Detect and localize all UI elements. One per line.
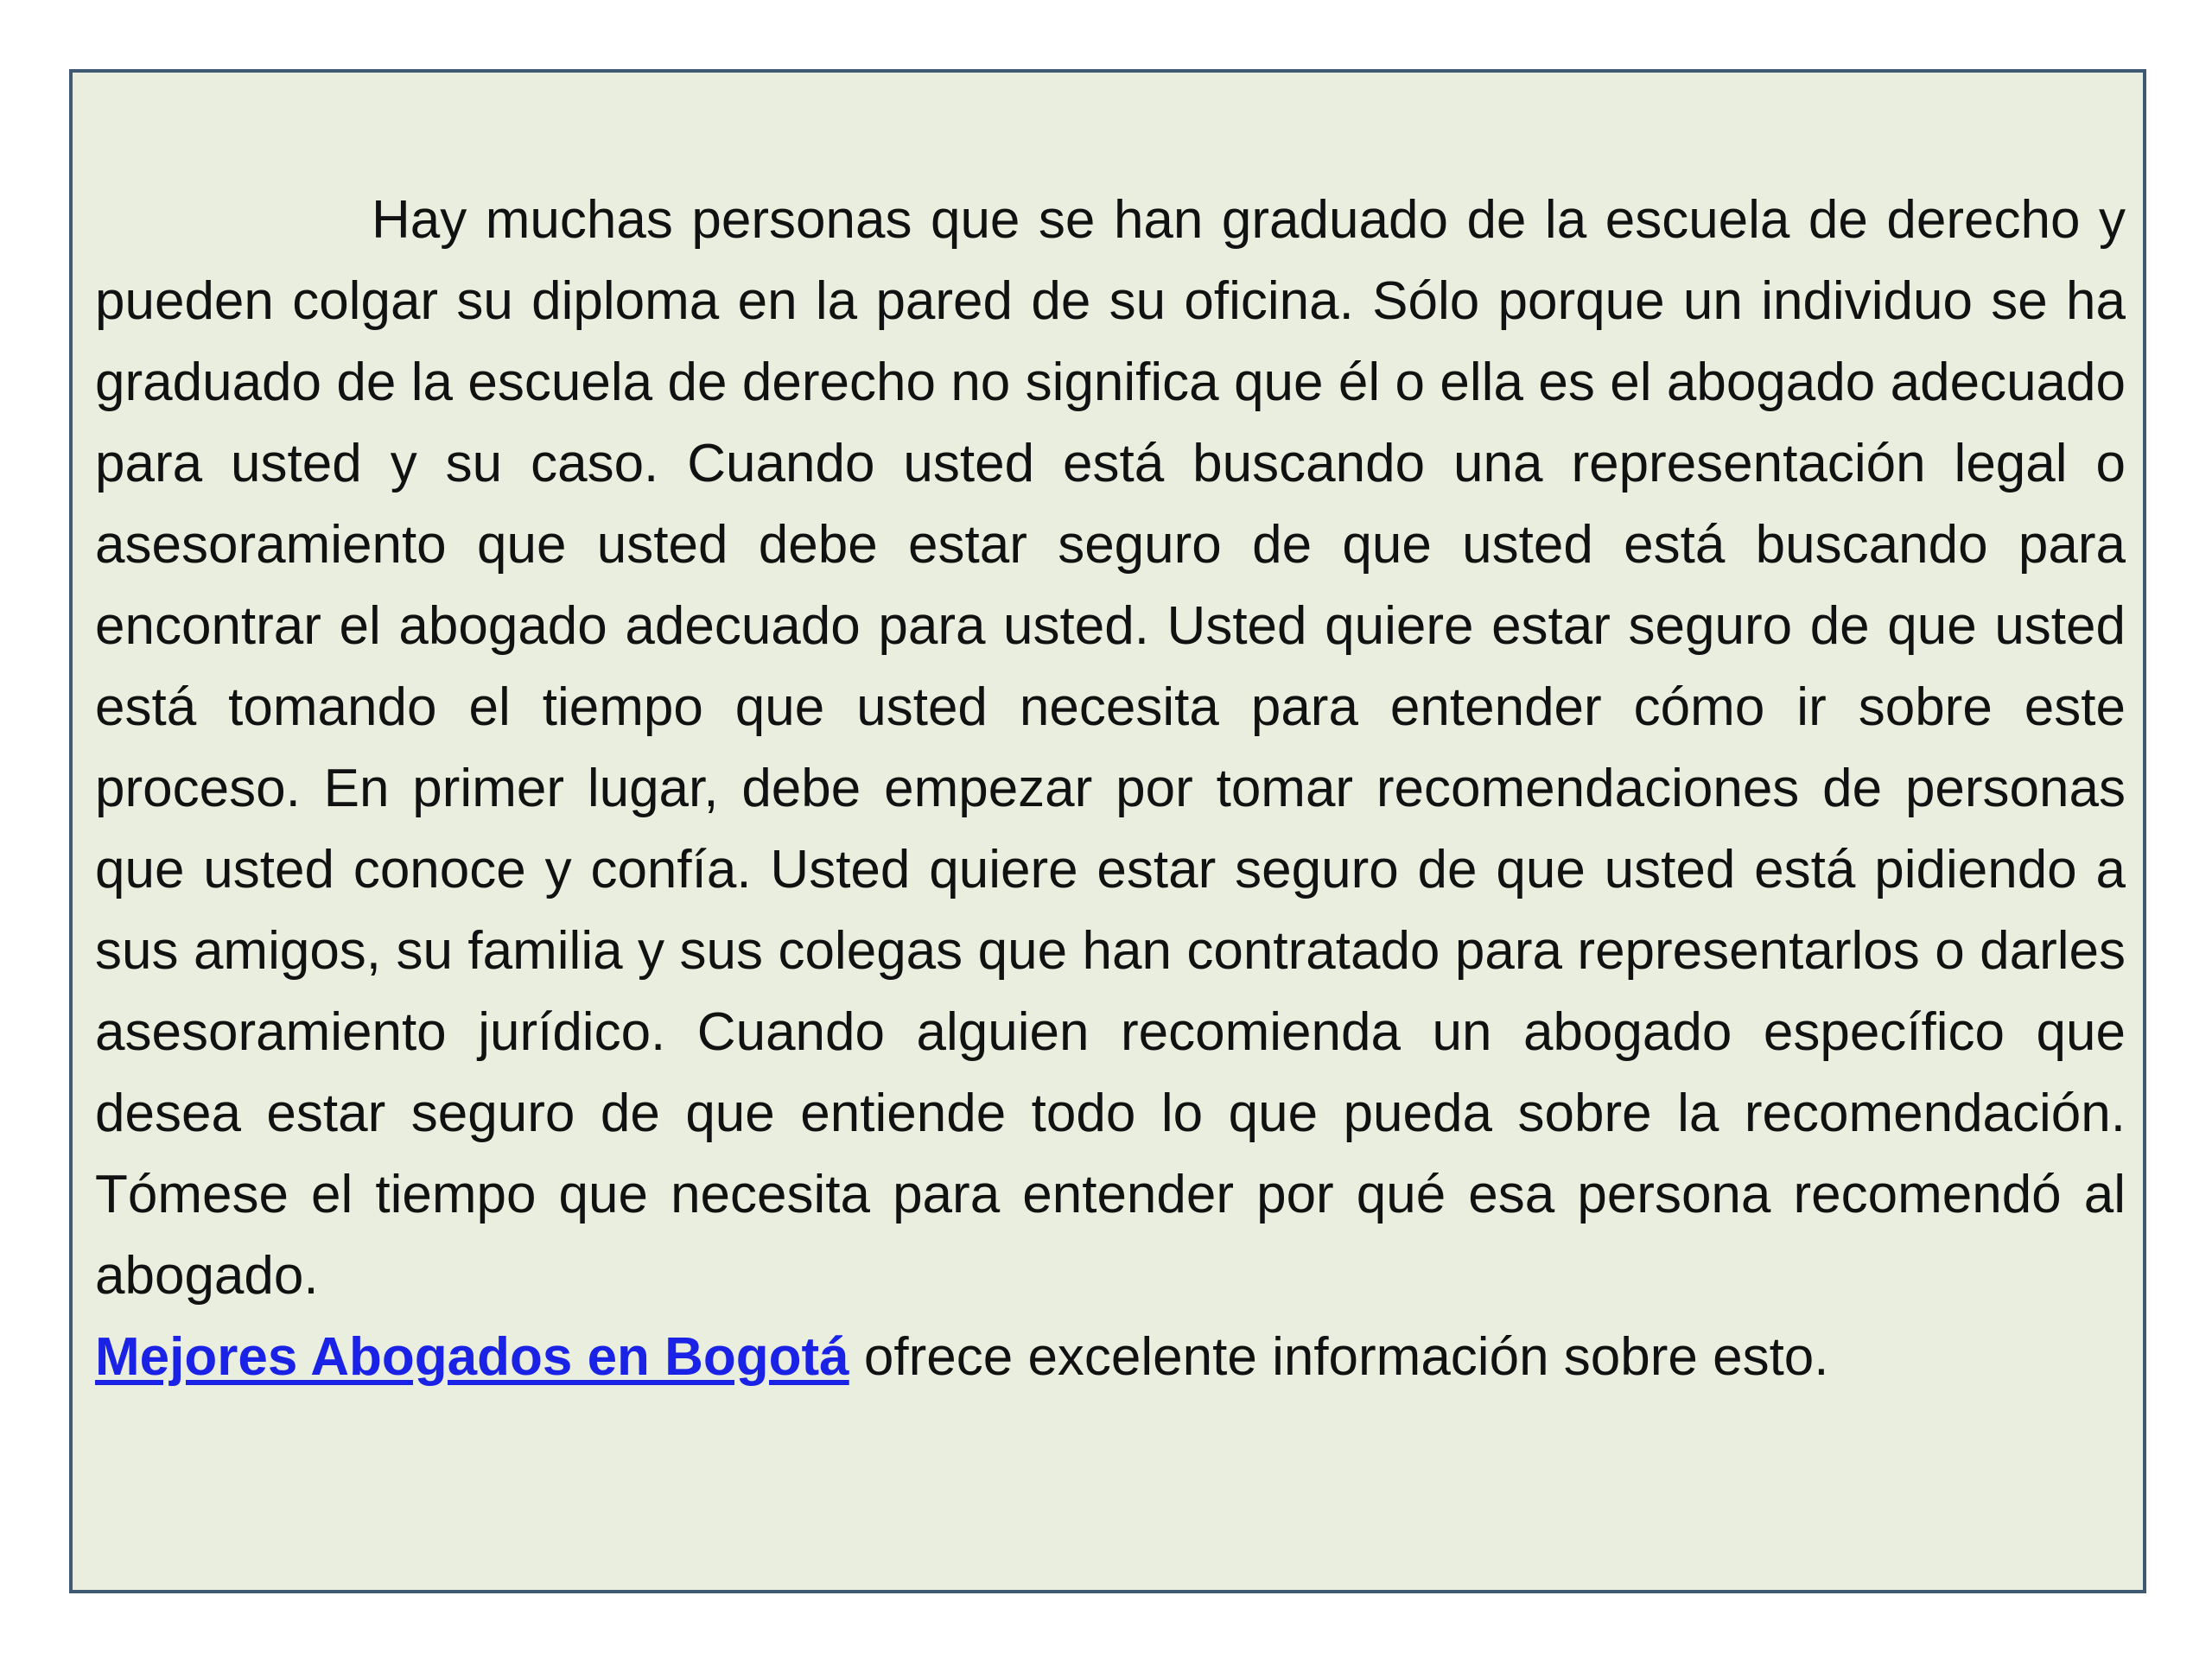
paragraph-body: Hay muchas personas que se han graduado de la escuela de derecho y pueden colgar su diploma en la pared de su oficina. Sólo porque un individuo se ha graduado de la escuela de derecho no significa que él o ella es el abogado adecuado para usted y su caso. Cuando usted está buscando una representación legal o asesoramiento que usted debe estar seguro de que usted está buscando para encontrar el abogado adecuado para usted. Usted quiere estar seguro de que usted está tomando el tiempo que usted necesita para entender cómo ir sobre este proceso. En primer lugar, debe empezar por tomar recomendaciones de personas que usted conoce y confía. Usted quiere estar seguro de que usted está pidiendo a sus amigos, su familia y sus colegas que han contratado para representarlos o darles asesoramiento jurídico. Cuando alguien recomienda un abogado específico que desea estar seguro de que entiende todo lo que pueda sobre la recomendación. Tómese el tiempo que necesita para entender por qué esa persona recomendó al abogado.: [95, 190, 2126, 1306]
paragraph-tail: ofrece excelente información sobre esto.: [849, 1327, 1829, 1387]
abogados-bogota-link[interactable]: Mejores Abogados en Bogotá: [95, 1327, 849, 1387]
body-paragraph: [95, 180, 2126, 1398]
text-panel: [69, 69, 2146, 1593]
